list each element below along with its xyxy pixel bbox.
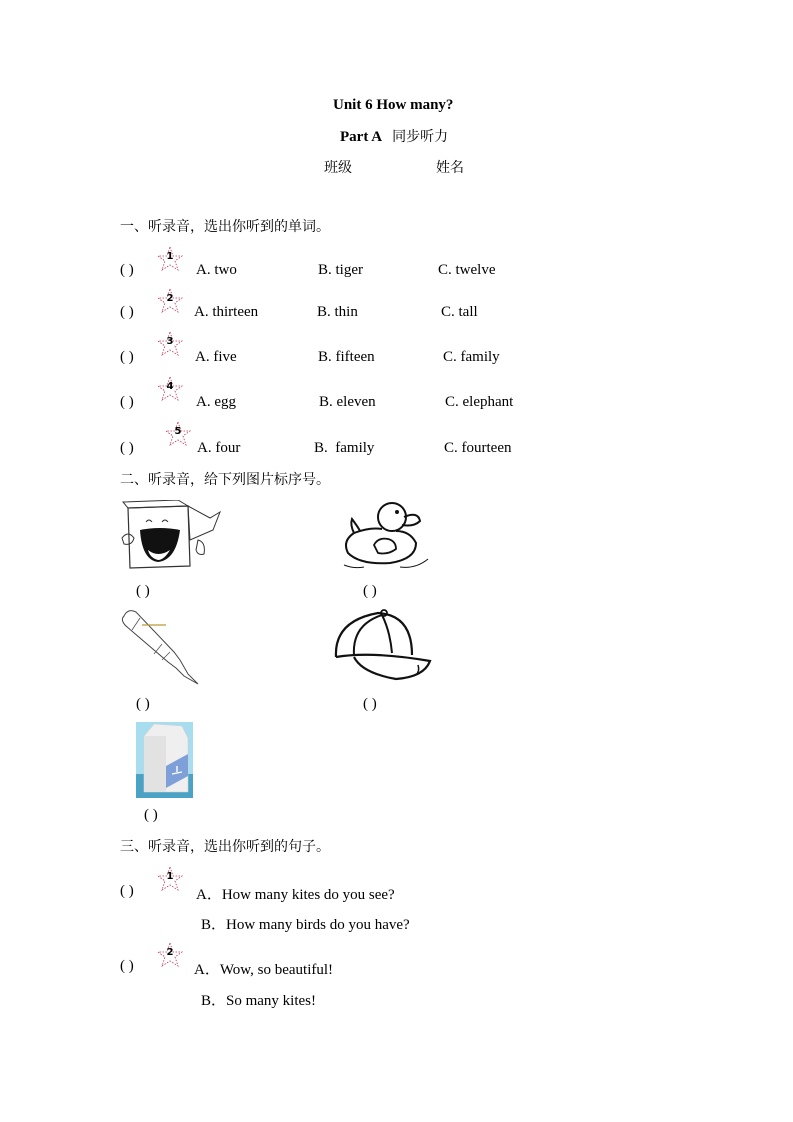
subtitle-cn: 同步听力 xyxy=(392,129,449,145)
option-a: A. egg xyxy=(196,394,236,410)
answer-blank[interactable]: ( ) xyxy=(120,262,134,278)
option-a: A. five xyxy=(195,349,237,365)
star-number-icon: 1 xyxy=(157,246,183,272)
option-c: C. fourteen xyxy=(444,440,512,456)
section1-heading: 一、听录音，选出你听到的单词。 xyxy=(120,219,330,235)
option-c: C. elephant xyxy=(445,394,514,410)
star-number-icon: 2 xyxy=(157,942,183,968)
answer-blank[interactable]: ( ) xyxy=(120,958,134,974)
star-number-icon: 2 xyxy=(157,288,183,314)
sentence-option-b: B．How many birds do you have? xyxy=(201,917,410,933)
name-label: 姓名 xyxy=(436,160,464,176)
option-a: A. four xyxy=(197,440,241,456)
section2-heading: 二、听录音，给下列图片标序号。 xyxy=(120,472,330,488)
duck-picture xyxy=(340,497,435,575)
answer-blank[interactable]: ( ) xyxy=(120,349,134,365)
option-a: A. two xyxy=(196,262,237,278)
option-c: C. twelve xyxy=(438,262,496,278)
answer-blank-cap[interactable]: ( ) xyxy=(363,696,377,712)
sentence-option-a: A．Wow, so beautiful! xyxy=(194,962,334,978)
page-title: Unit 6 How many? xyxy=(333,97,454,113)
answer-blank[interactable]: ( ) xyxy=(120,440,134,456)
sentence-option-a: A．How many kites do you see? xyxy=(196,887,395,903)
star-number-icon: 5 xyxy=(165,421,191,447)
option-b: B. thin xyxy=(317,304,358,320)
answer-blank[interactable]: ( ) xyxy=(120,883,134,899)
option-b: B. tiger xyxy=(318,262,363,278)
option-c: C. tall xyxy=(441,304,478,320)
star-number-icon: 1 xyxy=(157,866,183,892)
answer-blank[interactable]: ( ) xyxy=(120,394,134,410)
box-picture xyxy=(118,500,223,572)
cap-picture xyxy=(332,607,432,685)
subtitle-part: Part A xyxy=(340,129,383,145)
star-number-icon: 3 xyxy=(157,331,183,357)
option-b: B. family xyxy=(314,440,375,456)
answer-blank-duck[interactable]: ( ) xyxy=(363,583,377,599)
section3-heading: 三、听录音，选出你听到的句子。 xyxy=(120,839,330,855)
answer-blank[interactable]: ( ) xyxy=(120,304,134,320)
page-subtitle xyxy=(340,126,448,146)
pen-picture xyxy=(118,608,203,686)
option-a: A. thirteen xyxy=(194,304,259,320)
answer-blank-box[interactable]: ( ) xyxy=(136,583,150,599)
star-number-icon: 4 xyxy=(157,376,183,402)
class-label: 班级 xyxy=(324,160,352,176)
sentence-option-b: B．So many kites! xyxy=(201,993,316,1009)
answer-blank-milk[interactable]: ( ) xyxy=(144,807,158,823)
option-b: B. eleven xyxy=(319,394,376,410)
answer-blank-pen[interactable]: ( ) xyxy=(136,696,150,712)
option-c: C. family xyxy=(443,349,500,365)
option-b: B. fifteen xyxy=(318,349,375,365)
milk-carton-picture xyxy=(136,722,193,798)
